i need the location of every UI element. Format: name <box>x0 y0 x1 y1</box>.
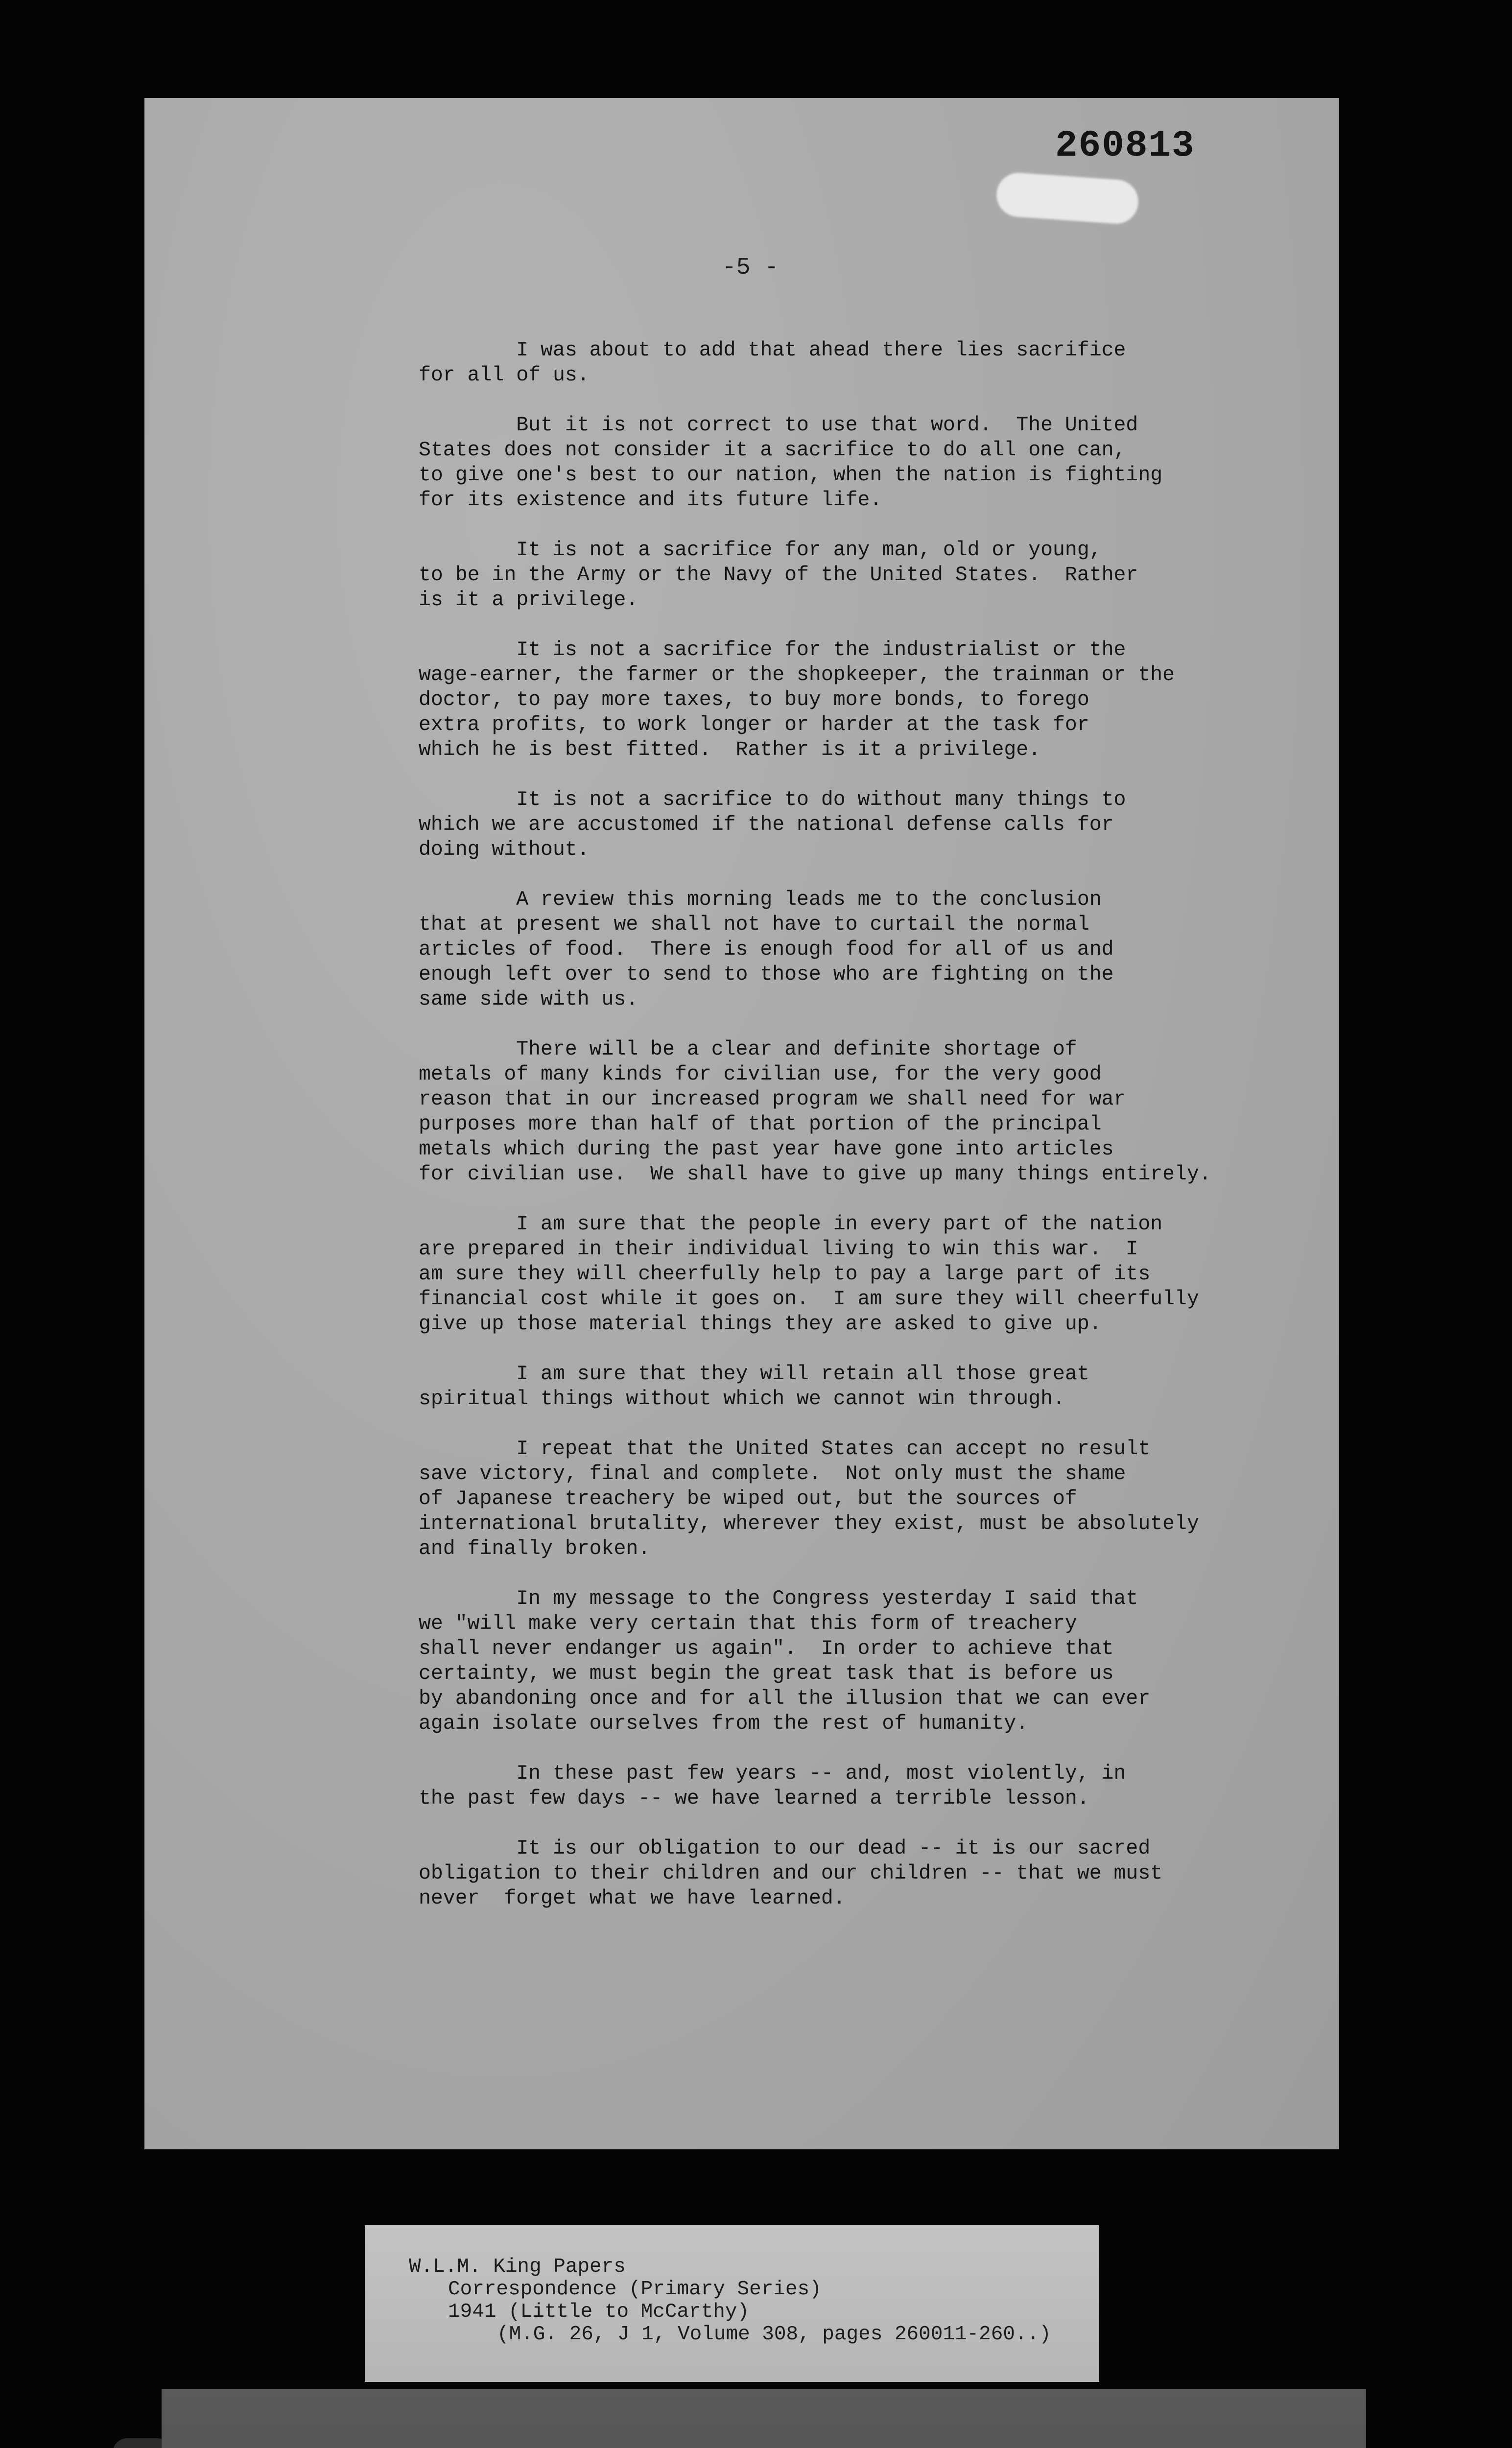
text-line: for civilian use. We shall have to give up many things entirely. <box>419 1163 1211 1186</box>
text-line: enough left over to send to those who are fighting on the <box>419 963 1114 986</box>
text-line: again isolate ourselves from the rest of humanity. <box>419 1712 1029 1735</box>
text-line: and finally broken. <box>419 1537 651 1560</box>
label-line-1: W.L.M. King Papers <box>409 2256 626 2278</box>
paragraph <box>419 1586 1256 1736</box>
paragraph <box>419 1761 1256 1811</box>
text-line: financial cost while it goes on. I am sure they will cheerfully <box>419 1288 1199 1311</box>
text-line: shall never endanger us again". In order to achieve that <box>419 1637 1114 1660</box>
text-line: am sure they will cheerfully help to pay a large part of its <box>419 1263 1151 1286</box>
text-line: It is our obligation to our dead -- it is our sacred <box>419 1837 1151 1860</box>
text-line: never forget what we have learned. <box>419 1887 846 1910</box>
text-line: to give one's best to our nation, when the nation is fighting <box>419 464 1163 487</box>
text-line: I was about to add that ahead there lies sacrifice <box>419 339 1126 362</box>
text-line: There will be a clear and definite shortage of <box>419 1038 1077 1061</box>
text-line: doing without. <box>419 838 590 861</box>
text-line: In my message to the Congress yesterday I said that <box>419 1587 1138 1610</box>
text-line: spiritual things without which we cannot win through. <box>419 1388 1065 1411</box>
text-line: which we are accustomed if the national defense calls for <box>419 813 1114 836</box>
text-line: metals of many kinds for civilian use, for the very good <box>419 1063 1102 1086</box>
text-line: States does not consider it a sacrifice to do all one can, <box>419 439 1126 462</box>
paragraph <box>419 1212 1256 1337</box>
text-line: articles of food. There is enough food for all of us and <box>419 938 1114 961</box>
text-line: metals which during the past year have gone into articles <box>419 1138 1114 1161</box>
text-line: extra profits, to work longer or harder at the task for <box>419 713 1089 736</box>
text-line: A review this morning leads me to the conclusion <box>419 888 1102 911</box>
paragraph <box>419 413 1256 513</box>
paragraph <box>419 1362 1256 1412</box>
text-line: save victory, final and complete. Not only must the shame <box>419 1462 1126 1485</box>
text-line: by abandoning once and for all the illusion that we can ever <box>419 1687 1151 1710</box>
text-line: we "will make very certain that this form of treachery <box>419 1612 1077 1635</box>
text-line: reason that in our increased program we shall need for war <box>419 1088 1126 1111</box>
document-number: 260813 <box>1055 125 1195 167</box>
text-line: same side with us. <box>419 988 638 1011</box>
text-line: It is not a sacrifice for any man, old or young, <box>419 539 1102 562</box>
label-line-2: Correspondence (Primary Series) <box>448 2278 822 2301</box>
text-line: But it is not correct to use that word. The United <box>419 414 1138 437</box>
text-line: of Japanese treachery be wiped out, but the sources of <box>419 1487 1077 1510</box>
paragraph <box>419 338 1256 388</box>
text-line: purposes more than half of that portion of the principal <box>419 1113 1102 1136</box>
text-line: for its existence and its future life. <box>419 489 882 512</box>
text-line: obligation to their children and our children -- that we must <box>419 1862 1163 1885</box>
page-marker: -5 - <box>722 255 779 281</box>
paragraph <box>419 637 1256 762</box>
text-line: the past few days -- we have learned a terrible lesson. <box>419 1787 1089 1810</box>
text-line: It is not a sacrifice to do without many things to <box>419 788 1126 811</box>
text-line: for all of us. <box>419 364 590 387</box>
text-line: international brutality, wherever they exist, must be absolutely <box>419 1512 1199 1535</box>
paragraph <box>419 887 1256 1012</box>
text-line: I am sure that the people in every part of the nation <box>419 1213 1163 1236</box>
document-page <box>144 98 1339 2149</box>
label-line-3: 1941 (Little to McCarthy) <box>448 2301 750 2323</box>
text-line: give up those material things they are asked to give up. <box>419 1313 1102 1336</box>
text-line: It is not a sacrifice for the industrialist or the <box>419 638 1126 661</box>
text-line: doctor, to pay more taxes, to buy more bonds, to forego <box>419 688 1089 711</box>
text-line: certainty, we must begin the great task that is before us <box>419 1662 1114 1685</box>
text-line: wage-earner, the farmer or the shopkeeper, the trainman or the <box>419 663 1175 686</box>
text-line: to be in the Army or the Navy of the United States. Rather <box>419 564 1138 587</box>
text-line: that at present we shall not have to curtail the normal <box>419 913 1089 936</box>
archive-label-card <box>365 2225 1099 2382</box>
paragraph <box>419 538 1256 612</box>
text-line: In these past few years -- and, most violently, in <box>419 1762 1126 1785</box>
paragraph <box>419 1436 1256 1561</box>
letter-body <box>419 338 1256 1936</box>
paper-smudge <box>995 171 1140 225</box>
label-line-4: (M.G. 26, J 1, Volume 308, pages 260011-260..) <box>497 2323 1051 2346</box>
text-line: is it a privilege. <box>419 588 638 612</box>
paragraph <box>419 787 1256 862</box>
text-line: I am sure that they will retain all those great <box>419 1363 1089 1386</box>
text-line: are prepared in their individual living to win this war. I <box>419 1238 1138 1261</box>
text-line: which he is best fitted. Rather is it a privilege. <box>419 738 1041 761</box>
paragraph <box>419 1037 1256 1187</box>
text-line: I repeat that the United States can accept no result <box>419 1437 1151 1460</box>
archives-stamp <box>162 2389 1366 2448</box>
paragraph <box>419 1836 1256 1911</box>
